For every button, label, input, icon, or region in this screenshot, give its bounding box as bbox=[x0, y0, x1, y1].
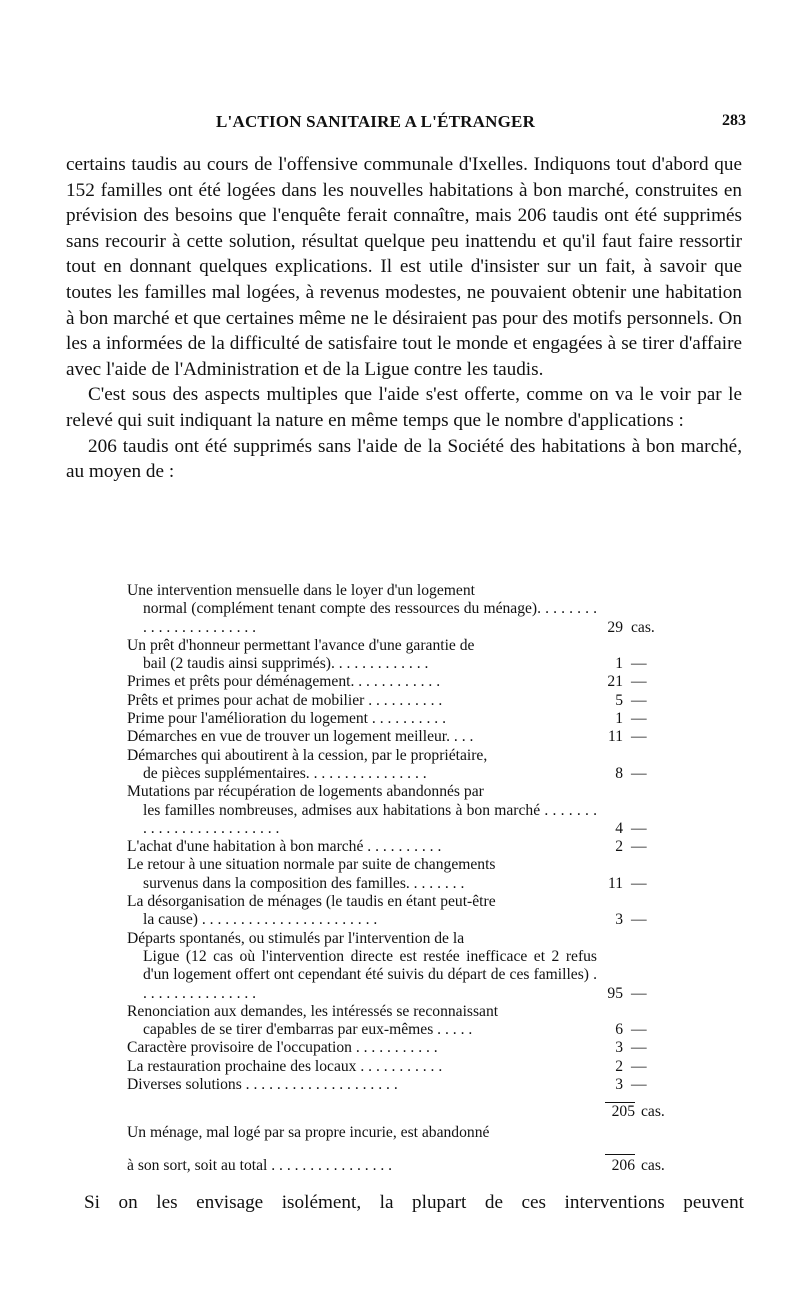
list-item-continuation: survenus dans la composition des familles. . . . . . . . bbox=[143, 874, 465, 892]
list-item bbox=[127, 893, 682, 930]
paragraph-3: 206 taudis ont été supprimés sans l'aide de la Société des habitations à bon marché, au moyen de : bbox=[66, 435, 742, 483]
page-number: 283 bbox=[722, 112, 746, 129]
total-row bbox=[127, 1124, 682, 1176]
list-item-label bbox=[127, 692, 597, 710]
list-item-unit: — bbox=[631, 710, 647, 728]
list-item-count: 21 bbox=[607, 673, 623, 691]
list-item-continuation: de pièces supplémentaires. . . . . . . . . . . . . . . . bbox=[143, 764, 427, 782]
list-item-count: 2 bbox=[615, 838, 623, 856]
list-item-unit: — bbox=[631, 728, 647, 746]
list-item bbox=[127, 930, 682, 1003]
list-item-continuation: normal (complément tenant compte des ressources du ménage). . . . . . . . . . . . . . . . . . . . . . . bbox=[143, 600, 597, 636]
list-item-first-line: Une intervention mensuelle dans le loyer d'un logement bbox=[127, 582, 475, 599]
list-item-first-line: Le retour à une situation normale par suite de changements bbox=[127, 856, 496, 874]
list-item-unit: — bbox=[631, 984, 647, 1002]
list-item bbox=[127, 856, 682, 893]
body-text bbox=[66, 152, 742, 485]
list-item-unit: — bbox=[631, 764, 647, 782]
list-item-unit: — bbox=[631, 673, 647, 691]
paragraph-1: certains taudis au cours de l'offensive communale d'Ixelles. Indiquons tout d'abord que 152 familles ont été logées dans les nouvelles habitations à bon marché, construites en prévision des besoins que l'enquête ferait connaître, mais 206 taudis ont été supprimés sans recourir à cette solution, résultat quelque peu inattendu et qu'il faut faire ressortir tout en donnant quelques explications. Il est utile d'insister sur un fait, à savoir que toutes les familles mal logées, à revenus modestes, ne pouvaient obtenir une habitation à bon marché et que certaines même ne le désiraient pas pour des motifs personnels. On les a informées de la difficulté de satisfaire tout le monde et engagées à se tirer d'affaire avec l'aide de l'Administration et de la Ligue contre les taudis. bbox=[66, 154, 742, 380]
list-item-unit: — bbox=[631, 911, 647, 929]
list-item-count: 1 bbox=[615, 655, 623, 673]
list-item-unit: — bbox=[631, 1057, 647, 1075]
list-item bbox=[127, 1076, 682, 1094]
list-item-first-line: Primes et prêts pour déménagement. . . . . . . . . . . . bbox=[127, 673, 441, 691]
list-item-count: 3 bbox=[615, 1039, 623, 1057]
list-item bbox=[127, 1039, 682, 1057]
list-item-label bbox=[127, 673, 597, 691]
list-item-count: 95 bbox=[607, 984, 623, 1002]
list-item-unit: cas. bbox=[631, 618, 655, 636]
list-item-continuation: bail (2 taudis ainsi supprimés). . . . . . . . . . . . . bbox=[143, 655, 429, 673]
list-item-unit: — bbox=[631, 691, 647, 709]
list-item-unit: — bbox=[631, 819, 647, 837]
list-item-first-line: Démarches qui aboutirent à la cession, par le propriétaire, bbox=[127, 746, 488, 764]
list-item-label bbox=[127, 893, 597, 930]
list-item-label bbox=[127, 1039, 597, 1057]
closing-line: Si on les envisage isolément, la plupart de ces interventions peuvent bbox=[84, 1192, 744, 1213]
list-item bbox=[127, 692, 682, 710]
list-item-unit: — bbox=[631, 1076, 647, 1094]
list-item-continuation: capables de se tirer d'embarras par eux-mêmes . . . . . bbox=[143, 1021, 473, 1039]
list-item-label bbox=[127, 1058, 597, 1076]
list-item-continuation: la cause) . . . . . . . . . . . . . . . . . . . . . . . bbox=[143, 911, 378, 929]
list-item bbox=[127, 747, 682, 784]
list-item-first-line: Un prêt d'honneur permettant l'avance d'une garantie de bbox=[127, 636, 475, 654]
list-item-unit: — bbox=[631, 1021, 647, 1039]
page-header bbox=[0, 112, 800, 140]
list-item-first-line: L'achat d'une habitation à bon marché . . . . . . . . . . bbox=[127, 838, 442, 856]
list-item-count: 2 bbox=[615, 1057, 623, 1075]
list-item-count: 8 bbox=[615, 764, 623, 782]
total-value: 206 bbox=[605, 1154, 635, 1175]
list-item-first-line: Départs spontanés, ou stimulés par l'intervention de la bbox=[127, 929, 465, 947]
list-item-first-line: Caractère provisoire de l'occupation . . . . . . . . . . . bbox=[127, 1039, 438, 1057]
list-item-count: 6 bbox=[615, 1021, 623, 1039]
list-item-label bbox=[127, 582, 597, 637]
list-item bbox=[127, 1003, 682, 1040]
list-item-first-line: Prime pour l'amélioration du logement . . . . . . . . . . bbox=[127, 710, 446, 728]
list-item bbox=[127, 838, 682, 856]
list-item-label bbox=[127, 747, 597, 784]
list-item bbox=[127, 783, 682, 838]
list-item-label bbox=[127, 1076, 597, 1094]
list-item-first-line: La désorganisation de ménages (le taudis en étant peut-être bbox=[127, 893, 496, 911]
list-item bbox=[127, 637, 682, 674]
list-item-first-line: Renonciation aux demandes, les intéressés se reconnaissant bbox=[127, 1002, 499, 1020]
list-item-count: 5 bbox=[615, 691, 623, 709]
list-item-first-line: Prêts et primes pour achat de mobilier . . . . . . . . . . bbox=[127, 691, 443, 709]
paragraph-2: C'est sous des aspects multiples que l'aide s'est offerte, comme on va le voir par le relevé qui suit indiquant la nature en même temps que le nombre d'applications : bbox=[66, 384, 742, 431]
list-item-count: 11 bbox=[607, 874, 623, 892]
list-item-first-line: Mutations par récupération de logements abandonnés par bbox=[127, 783, 484, 801]
interventions-list bbox=[127, 582, 682, 1175]
list-item-count: 4 bbox=[615, 819, 623, 837]
list-item-first-line: La restauration prochaine des locaux . . . . . . . . . . . bbox=[127, 1057, 443, 1075]
list-item bbox=[127, 728, 682, 746]
subtotal-unit: cas. bbox=[641, 1103, 665, 1121]
list-item-unit: — bbox=[631, 838, 647, 856]
list-item-unit: — bbox=[631, 1039, 647, 1057]
list-item bbox=[127, 582, 682, 637]
list-item-label bbox=[127, 783, 597, 838]
list-item bbox=[127, 1058, 682, 1076]
list-item-count: 3 bbox=[615, 1076, 623, 1094]
list-item-count: 3 bbox=[615, 911, 623, 929]
list-item-label bbox=[127, 930, 597, 1003]
running-title: L'ACTION SANITAIRE A L'ÉTRANGER bbox=[216, 112, 536, 131]
subtotal-row bbox=[127, 1103, 682, 1121]
list-item-label bbox=[127, 838, 597, 856]
list-item-unit: — bbox=[631, 874, 647, 892]
list-item-label bbox=[127, 728, 597, 746]
list-item bbox=[127, 710, 682, 728]
list-item-first-line: Diverses solutions . . . . . . . . . . . . . . . . . . . . bbox=[127, 1076, 398, 1094]
list-item-label bbox=[127, 637, 597, 674]
list-item-label bbox=[127, 710, 597, 728]
list-item-count: 11 bbox=[607, 728, 623, 746]
list-item bbox=[127, 673, 682, 691]
subtotal-value: 205 bbox=[611, 1103, 635, 1121]
total-label-line-2: à son sort, soit au total . . . . . . . . . . . . . . . . bbox=[127, 1156, 393, 1174]
total-unit: cas. bbox=[641, 1156, 665, 1174]
total-label-line-1: Un ménage, mal logé par sa propre incurie, est abandonné bbox=[127, 1123, 490, 1141]
list-item-continuation: les familles nombreuses, admises aux habitations à bon marché . . . . . . . . . . . . . . . . . . . . . . . . . bbox=[143, 801, 597, 837]
list-item-continuation: Ligue (12 cas où l'intervention directe est restée inefficace et 2 refus d'un logement offert ont cependant été suivis du départ de ces familles) . . . . . . . . . . . . . . . . bbox=[143, 947, 597, 1002]
list-item-count: 1 bbox=[615, 710, 623, 728]
list-item-label bbox=[127, 1003, 597, 1040]
list-item-unit: — bbox=[631, 655, 647, 673]
list-item-first-line: Démarches en vue de trouver un logement meilleur. . . . bbox=[127, 728, 474, 746]
list-item-count: 29 bbox=[607, 618, 623, 636]
list-item-label bbox=[127, 856, 597, 893]
